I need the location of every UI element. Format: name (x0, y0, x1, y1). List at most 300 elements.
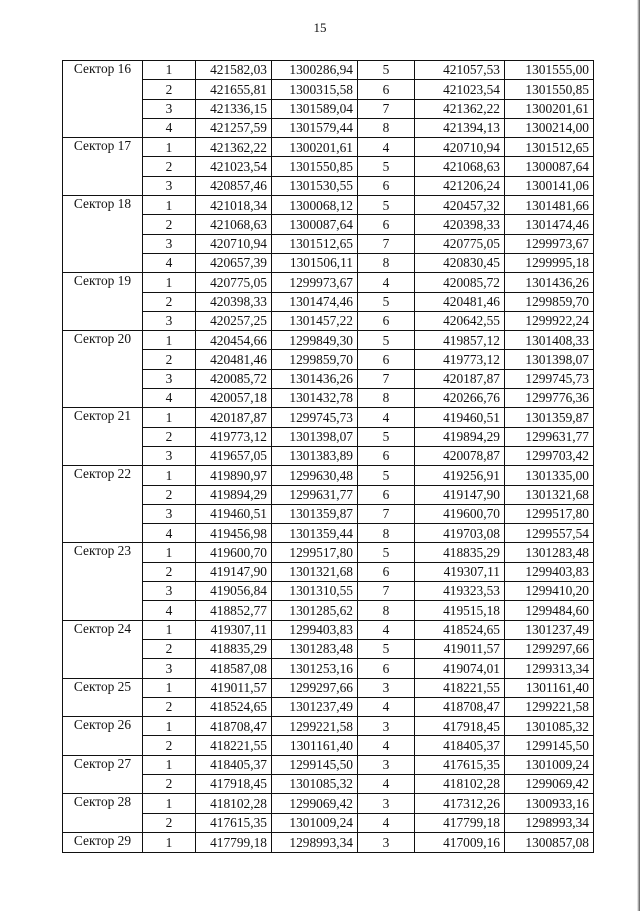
sector-name: Сектор 24 (63, 620, 143, 678)
point-number-right: 4 (358, 813, 415, 832)
x-coordinate-right: 420642,55 (415, 311, 505, 330)
point-number-left: 1 (143, 331, 196, 350)
x-coordinate-right: 419460,51 (415, 408, 505, 427)
sector-name: Сектор 16 (63, 61, 143, 138)
x-coordinate-left: 420481,46 (196, 350, 272, 369)
point-number-right: 8 (358, 118, 415, 137)
y-coordinate-left: 1301009,24 (272, 813, 358, 832)
y-coordinate-left: 1301085,32 (272, 774, 358, 793)
table-row (63, 601, 594, 620)
table-row (63, 466, 594, 485)
y-coordinate-left: 1299859,70 (272, 350, 358, 369)
point-number-left: 4 (143, 118, 196, 137)
x-coordinate-left: 419894,29 (196, 485, 272, 504)
point-number-right: 4 (358, 774, 415, 793)
table-row (63, 678, 594, 697)
table-row (63, 832, 594, 852)
x-coordinate-left: 420187,87 (196, 408, 272, 427)
x-coordinate-right: 420085,72 (415, 273, 505, 292)
table-row (63, 794, 594, 813)
y-coordinate-left: 1299221,58 (272, 717, 358, 736)
x-coordinate-left: 419056,84 (196, 582, 272, 601)
point-number-right: 8 (358, 253, 415, 272)
table-row (63, 582, 594, 601)
y-coordinate-right: 1300933,16 (505, 794, 594, 813)
point-number-right: 8 (358, 601, 415, 620)
x-coordinate-right: 420481,46 (415, 292, 505, 311)
point-number-right: 7 (358, 234, 415, 253)
x-coordinate-right: 418405,37 (415, 736, 505, 755)
sector-name: Сектор 23 (63, 543, 143, 620)
table-row (63, 176, 594, 195)
x-coordinate-left: 417799,18 (196, 832, 272, 852)
y-coordinate-left: 1299973,67 (272, 273, 358, 292)
x-coordinate-right: 418835,29 (415, 543, 505, 562)
y-coordinate-right: 1301009,24 (505, 755, 594, 774)
x-coordinate-right: 419703,08 (415, 524, 505, 543)
table-row (63, 215, 594, 234)
point-number-left: 1 (143, 717, 196, 736)
point-number-right: 5 (358, 639, 415, 658)
table-row (63, 350, 594, 369)
x-coordinate-right: 421068,63 (415, 157, 505, 176)
x-coordinate-left: 418221,55 (196, 736, 272, 755)
point-number-left: 3 (143, 234, 196, 253)
table-row (63, 427, 594, 446)
point-number-left: 2 (143, 813, 196, 832)
x-coordinate-right: 419773,12 (415, 350, 505, 369)
x-coordinate-left: 419011,57 (196, 678, 272, 697)
x-coordinate-left: 418524,65 (196, 697, 272, 716)
y-coordinate-right: 1301474,46 (505, 215, 594, 234)
point-number-right: 7 (358, 369, 415, 388)
y-coordinate-right: 1299973,67 (505, 234, 594, 253)
table-row (63, 659, 594, 678)
point-number-left: 4 (143, 253, 196, 272)
table-row (63, 389, 594, 408)
sector-name: Сектор 22 (63, 466, 143, 543)
y-coordinate-left: 1301530,55 (272, 176, 358, 195)
x-coordinate-right: 418708,47 (415, 697, 505, 716)
y-coordinate-left: 1299745,73 (272, 408, 358, 427)
y-coordinate-left: 1300201,61 (272, 138, 358, 157)
x-coordinate-left: 421068,63 (196, 215, 272, 234)
x-coordinate-right: 417312,26 (415, 794, 505, 813)
point-number-left: 3 (143, 504, 196, 523)
table-row (63, 485, 594, 504)
y-coordinate-left: 1300286,94 (272, 61, 358, 80)
table-row (63, 138, 594, 157)
x-coordinate-left: 419600,70 (196, 543, 272, 562)
y-coordinate-right: 1300087,64 (505, 157, 594, 176)
y-coordinate-right: 1299557,54 (505, 524, 594, 543)
point-number-left: 3 (143, 659, 196, 678)
table-row (63, 118, 594, 137)
sector-name: Сектор 25 (63, 678, 143, 717)
y-coordinate-right: 1299484,60 (505, 601, 594, 620)
x-coordinate-right: 420266,76 (415, 389, 505, 408)
y-coordinate-right: 1299995,18 (505, 253, 594, 272)
x-coordinate-left: 420057,18 (196, 389, 272, 408)
table-row (63, 61, 594, 80)
x-coordinate-right: 418221,55 (415, 678, 505, 697)
point-number-right: 8 (358, 524, 415, 543)
y-coordinate-right: 1301398,07 (505, 350, 594, 369)
y-coordinate-right: 1301321,68 (505, 485, 594, 504)
y-coordinate-right: 1300857,08 (505, 832, 594, 852)
sector-name: Сектор 28 (63, 794, 143, 833)
y-coordinate-right: 1301283,48 (505, 543, 594, 562)
y-coordinate-right: 1299410,20 (505, 582, 594, 601)
x-coordinate-left: 420710,94 (196, 234, 272, 253)
x-coordinate-right: 417799,18 (415, 813, 505, 832)
page-number: 15 (313, 20, 327, 35)
point-number-left: 1 (143, 755, 196, 774)
point-number-right: 6 (358, 215, 415, 234)
point-number-right: 6 (358, 176, 415, 195)
x-coordinate-right: 418102,28 (415, 774, 505, 793)
point-number-right: 4 (358, 138, 415, 157)
point-number-left: 2 (143, 639, 196, 658)
sector-name: Сектор 27 (63, 755, 143, 794)
x-coordinate-left: 421023,54 (196, 157, 272, 176)
point-number-right: 5 (358, 543, 415, 562)
table-row (63, 253, 594, 272)
sector-name: Сектор 29 (63, 832, 143, 852)
x-coordinate-right: 419147,90 (415, 485, 505, 504)
y-coordinate-right: 1300201,61 (505, 99, 594, 118)
point-number-left: 3 (143, 369, 196, 388)
sector-name: Сектор 20 (63, 331, 143, 408)
y-coordinate-left: 1301589,04 (272, 99, 358, 118)
y-coordinate-right: 1299297,66 (505, 639, 594, 658)
point-number-right: 3 (358, 717, 415, 736)
point-number-left: 1 (143, 196, 196, 215)
table-row (63, 736, 594, 755)
x-coordinate-right: 417918,45 (415, 717, 505, 736)
x-coordinate-left: 418587,08 (196, 659, 272, 678)
y-coordinate-left: 1301398,07 (272, 427, 358, 446)
x-coordinate-left: 420085,72 (196, 369, 272, 388)
x-coordinate-left: 421257,59 (196, 118, 272, 137)
point-number-left: 1 (143, 543, 196, 562)
x-coordinate-left: 420454,66 (196, 331, 272, 350)
x-coordinate-left: 418102,28 (196, 794, 272, 813)
y-coordinate-left: 1301321,68 (272, 562, 358, 581)
x-coordinate-right: 419074,01 (415, 659, 505, 678)
y-coordinate-left: 1301512,65 (272, 234, 358, 253)
x-coordinate-right: 420710,94 (415, 138, 505, 157)
point-number-right: 4 (358, 273, 415, 292)
table-row (63, 157, 594, 176)
point-number-left: 2 (143, 697, 196, 716)
x-coordinate-left: 419456,98 (196, 524, 272, 543)
table-row (63, 524, 594, 543)
x-coordinate-left: 421018,34 (196, 196, 272, 215)
point-number-right: 3 (358, 755, 415, 774)
y-coordinate-left: 1301359,87 (272, 504, 358, 523)
point-number-right: 5 (358, 292, 415, 311)
table-row (63, 543, 594, 562)
table-row (63, 80, 594, 99)
y-coordinate-right: 1298993,34 (505, 813, 594, 832)
table-row (63, 562, 594, 581)
table-row (63, 813, 594, 832)
x-coordinate-left: 418405,37 (196, 755, 272, 774)
point-number-left: 1 (143, 466, 196, 485)
point-number-right: 3 (358, 678, 415, 697)
table-row (63, 311, 594, 330)
y-coordinate-left: 1301550,85 (272, 157, 358, 176)
y-coordinate-right: 1301161,40 (505, 678, 594, 697)
table-row (63, 446, 594, 465)
x-coordinate-left: 418852,77 (196, 601, 272, 620)
x-coordinate-right: 421057,53 (415, 61, 505, 80)
y-coordinate-right: 1301550,85 (505, 80, 594, 99)
y-coordinate-left: 1301436,26 (272, 369, 358, 388)
x-coordinate-right: 419307,11 (415, 562, 505, 581)
point-number-right: 6 (358, 80, 415, 99)
sector-name: Сектор 19 (63, 273, 143, 331)
coordinates-table (62, 60, 594, 853)
point-number-left: 2 (143, 157, 196, 176)
y-coordinate-left: 1299630,48 (272, 466, 358, 485)
y-coordinate-left: 1301285,62 (272, 601, 358, 620)
y-coordinate-right: 1299145,50 (505, 736, 594, 755)
x-coordinate-right: 419515,18 (415, 601, 505, 620)
point-number-right: 6 (358, 311, 415, 330)
x-coordinate-right: 421023,54 (415, 80, 505, 99)
y-coordinate-left: 1301283,48 (272, 639, 358, 658)
point-number-left: 1 (143, 408, 196, 427)
point-number-right: 6 (358, 485, 415, 504)
x-coordinate-left: 417918,45 (196, 774, 272, 793)
table-row (63, 639, 594, 658)
point-number-right: 5 (358, 466, 415, 485)
x-coordinate-right: 419256,91 (415, 466, 505, 485)
x-coordinate-left: 420857,46 (196, 176, 272, 195)
y-coordinate-right: 1301555,00 (505, 61, 594, 80)
point-number-left: 3 (143, 99, 196, 118)
table-row (63, 774, 594, 793)
point-number-right: 3 (358, 832, 415, 852)
point-number-right: 5 (358, 331, 415, 350)
y-coordinate-right: 1301512,65 (505, 138, 594, 157)
y-coordinate-left: 1299517,80 (272, 543, 358, 562)
point-number-right: 6 (358, 562, 415, 581)
point-number-right: 6 (358, 446, 415, 465)
y-coordinate-left: 1301457,22 (272, 311, 358, 330)
table-row (63, 717, 594, 736)
y-coordinate-right: 1299703,42 (505, 446, 594, 465)
y-coordinate-left: 1299403,83 (272, 620, 358, 639)
y-coordinate-left: 1301579,44 (272, 118, 358, 137)
x-coordinate-left: 420398,33 (196, 292, 272, 311)
y-coordinate-left: 1301383,89 (272, 446, 358, 465)
point-number-left: 4 (143, 389, 196, 408)
point-number-right: 5 (358, 196, 415, 215)
sector-name: Сектор 18 (63, 196, 143, 273)
y-coordinate-left: 1300315,58 (272, 80, 358, 99)
point-number-left: 1 (143, 678, 196, 697)
x-coordinate-left: 419147,90 (196, 562, 272, 581)
y-coordinate-right: 1299069,42 (505, 774, 594, 793)
x-coordinate-right: 420457,32 (415, 196, 505, 215)
y-coordinate-right: 1301436,26 (505, 273, 594, 292)
point-number-right: 5 (358, 61, 415, 80)
x-coordinate-right: 417009,16 (415, 832, 505, 852)
y-coordinate-left: 1301432,78 (272, 389, 358, 408)
sector-name: Сектор 21 (63, 408, 143, 466)
y-coordinate-left: 1299631,77 (272, 485, 358, 504)
y-coordinate-right: 1299922,24 (505, 311, 594, 330)
x-coordinate-right: 421206,24 (415, 176, 505, 195)
point-number-right: 6 (358, 350, 415, 369)
point-number-left: 3 (143, 446, 196, 465)
x-coordinate-right: 420775,05 (415, 234, 505, 253)
point-number-left: 2 (143, 215, 196, 234)
y-coordinate-left: 1299145,50 (272, 755, 358, 774)
x-coordinate-right: 420078,87 (415, 446, 505, 465)
point-number-left: 4 (143, 601, 196, 620)
point-number-right: 5 (358, 157, 415, 176)
x-coordinate-right: 417615,35 (415, 755, 505, 774)
point-number-right: 4 (358, 697, 415, 716)
sector-name: Сектор 26 (63, 717, 143, 756)
y-coordinate-right: 1301085,32 (505, 717, 594, 736)
point-number-left: 1 (143, 620, 196, 639)
table-row (63, 273, 594, 292)
y-coordinate-left: 1298993,34 (272, 832, 358, 852)
point-number-left: 1 (143, 138, 196, 157)
x-coordinate-right: 419011,57 (415, 639, 505, 658)
y-coordinate-right: 1301408,33 (505, 331, 594, 350)
point-number-left: 2 (143, 80, 196, 99)
x-coordinate-left: 418835,29 (196, 639, 272, 658)
table-row (63, 755, 594, 774)
x-coordinate-right: 419600,70 (415, 504, 505, 523)
point-number-left: 2 (143, 774, 196, 793)
y-coordinate-right: 1301481,66 (505, 196, 594, 215)
point-number-left: 3 (143, 582, 196, 601)
x-coordinate-left: 420775,05 (196, 273, 272, 292)
point-number-left: 2 (143, 485, 196, 504)
table-row (63, 234, 594, 253)
x-coordinate-left: 419890,97 (196, 466, 272, 485)
x-coordinate-right: 420398,33 (415, 215, 505, 234)
point-number-left: 3 (143, 311, 196, 330)
y-coordinate-left: 1301474,46 (272, 292, 358, 311)
y-coordinate-right: 1299776,36 (505, 389, 594, 408)
point-number-right: 5 (358, 427, 415, 446)
y-coordinate-right: 1300141,06 (505, 176, 594, 195)
point-number-left: 2 (143, 350, 196, 369)
y-coordinate-left: 1301237,49 (272, 697, 358, 716)
point-number-left: 2 (143, 427, 196, 446)
table-row (63, 697, 594, 716)
y-coordinate-right: 1299403,83 (505, 562, 594, 581)
x-coordinate-right: 419857,12 (415, 331, 505, 350)
sector-name: Сектор 17 (63, 138, 143, 196)
point-number-right: 7 (358, 582, 415, 601)
x-coordinate-left: 420657,39 (196, 253, 272, 272)
y-coordinate-right: 1301359,87 (505, 408, 594, 427)
y-coordinate-right: 1301237,49 (505, 620, 594, 639)
point-number-left: 1 (143, 61, 196, 80)
y-coordinate-left: 1299297,66 (272, 678, 358, 697)
point-number-left: 2 (143, 562, 196, 581)
point-number-right: 6 (358, 659, 415, 678)
point-number-right: 4 (358, 620, 415, 639)
point-number-right: 7 (358, 504, 415, 523)
point-number-right: 4 (358, 736, 415, 755)
y-coordinate-right: 1299859,70 (505, 292, 594, 311)
point-number-left: 2 (143, 292, 196, 311)
x-coordinate-right: 419894,29 (415, 427, 505, 446)
y-coordinate-left: 1299849,30 (272, 331, 358, 350)
table-row (63, 99, 594, 118)
table-row (63, 292, 594, 311)
y-coordinate-right: 1299221,58 (505, 697, 594, 716)
y-coordinate-left: 1299069,42 (272, 794, 358, 813)
x-coordinate-left: 419773,12 (196, 427, 272, 446)
y-coordinate-left: 1300087,64 (272, 215, 358, 234)
point-number-right: 8 (358, 389, 415, 408)
point-number-left: 1 (143, 794, 196, 813)
table-row (63, 369, 594, 388)
y-coordinate-left: 1301253,16 (272, 659, 358, 678)
table-row (63, 196, 594, 215)
point-number-right: 4 (358, 408, 415, 427)
point-number-left: 4 (143, 524, 196, 543)
y-coordinate-right: 1299631,77 (505, 427, 594, 446)
y-coordinate-right: 1299313,34 (505, 659, 594, 678)
x-coordinate-left: 420257,25 (196, 311, 272, 330)
y-coordinate-left: 1301359,44 (272, 524, 358, 543)
y-coordinate-left: 1301506,11 (272, 253, 358, 272)
point-number-left: 2 (143, 736, 196, 755)
point-number-left: 3 (143, 176, 196, 195)
x-coordinate-right: 419323,53 (415, 582, 505, 601)
x-coordinate-right: 421362,22 (415, 99, 505, 118)
x-coordinate-left: 421336,15 (196, 99, 272, 118)
x-coordinate-left: 419657,05 (196, 446, 272, 465)
x-coordinate-left: 421655,81 (196, 80, 272, 99)
point-number-right: 7 (358, 99, 415, 118)
table-row (63, 620, 594, 639)
x-coordinate-left: 418708,47 (196, 717, 272, 736)
point-number-left: 1 (143, 832, 196, 852)
x-coordinate-left: 419460,51 (196, 504, 272, 523)
y-coordinate-right: 1299517,80 (505, 504, 594, 523)
x-coordinate-right: 421394,13 (415, 118, 505, 137)
table-row (63, 331, 594, 350)
x-coordinate-left: 421362,22 (196, 138, 272, 157)
x-coordinate-right: 420830,45 (415, 253, 505, 272)
y-coordinate-left: 1301310,55 (272, 582, 358, 601)
point-number-left: 1 (143, 273, 196, 292)
x-coordinate-right: 418524,65 (415, 620, 505, 639)
x-coordinate-left: 419307,11 (196, 620, 272, 639)
x-coordinate-left: 421582,03 (196, 61, 272, 80)
table-row (63, 504, 594, 523)
table-row (63, 408, 594, 427)
point-number-right: 3 (358, 794, 415, 813)
y-coordinate-right: 1301335,00 (505, 466, 594, 485)
y-coordinate-left: 1300068,12 (272, 196, 358, 215)
y-coordinate-left: 1301161,40 (272, 736, 358, 755)
y-coordinate-right: 1300214,00 (505, 118, 594, 137)
